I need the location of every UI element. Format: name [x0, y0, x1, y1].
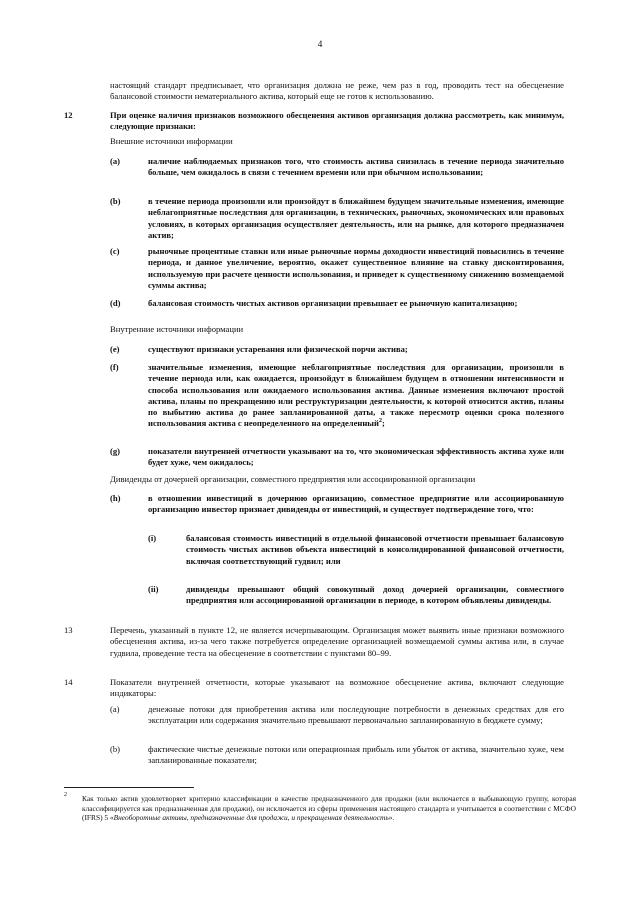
footnote-text — [82, 794, 576, 823]
item-label: (g) — [110, 446, 121, 456]
sub-item-label: (ii) — [148, 584, 159, 594]
item-label: (e) — [110, 344, 120, 354]
paragraph-number-12: 12 — [64, 110, 73, 120]
item-label: (f) — [110, 362, 119, 372]
footnote-italic-title: Внеоборотные активы, предназначенные для продажи, и прекращенная деятельность — [113, 813, 389, 823]
item-text: наличие наблюдаемых признаков того, что стоимость актива снизилась в течение периода значительно больше, чем ожидалось в связи с течением времени или при обычном использовании; — [148, 156, 564, 178]
footnote-end: ». — [388, 813, 395, 823]
sub-item-text — [186, 533, 564, 567]
paragraph-12-text: При оценке наличия признаков возможного обесценения активов организация должна рассмотреть, как минимум, следующие признаки: — [110, 110, 564, 132]
item-text: балансовая стоимость чистых активов организации превышает ее рыночную капитализацию; — [148, 298, 518, 308]
item-label: (a) — [110, 156, 121, 166]
sub-item-tail: или — [325, 555, 341, 566]
item-text: фактические чистые денежные потоки или операционная прибыль или убыток от актива, значительно хуже, чем запланированные показатели; — [148, 744, 564, 766]
paragraph-14-text: Показатели внутренней отчетности, которые указывают на возможное обесценение актива, включают следующие индикаторы: — [110, 677, 564, 699]
item-label: (a) — [110, 704, 120, 714]
item-text: показатели внутренней отчетности указывают на то, что экономическая эффективность актива хуже или будет хуже, чем ожидалось; — [148, 446, 564, 468]
external-sources-heading: Внешние источники информации — [110, 136, 233, 146]
item-text-body: значительные изменения, имеющие неблагоприятные последствия для организации, произошли в течение периода или, как ожидается, произойдут в ближайшем будущем в отношении интенсивности и способа использования или ожидаемого использования актива. Данные изменения включают простой актива, планы по прекращению или реструктуризации деятельности, к которой относится актив, планы по выбытию актива до ранее запланированной даты, а также пересмотр оценки срока полезного использования актива с неопределенного на определенный — [148, 362, 564, 429]
item-text — [148, 362, 564, 430]
paragraph-number-14: 14 — [64, 677, 73, 687]
footnote-number: 2 — [64, 792, 67, 798]
item-text: в отношении инвестиций в дочернюю организацию, совместное предприятие или ассоциированную организацию инвестор признает дивиденды от инвестиций, и существует подтверждение того, что: — [148, 493, 564, 515]
item-label: (h) — [110, 493, 121, 503]
item-text: рыночные процентные ставки или иные рыночные нормы доходности инвестиций повысились в течение периода, и данное увеличение, вероятно, окажет существенное влияние на ставку дисконтирования, используемую при расчете ценности использования, и приведет к существенному снижению возмещаемой суммы актива; — [148, 246, 564, 290]
footnote-ref: 2 — [378, 418, 382, 425]
paragraph-number-13: 13 — [64, 625, 73, 635]
internal-sources-heading: Внутренние источники информации — [110, 324, 244, 334]
page-number: 4 — [317, 40, 323, 50]
sub-item-text-body: балансовая стоимость инвестиций в отдельной финансовой отчетности превышает балансовую стоимость чистых активов объекта инвестиций в консолидированной финансовой отчетности, включая соответствующий гудвил; — [186, 533, 564, 566]
sub-item-label: (i) — [148, 533, 157, 543]
item-label: (c) — [110, 246, 120, 256]
dividends-heading: Дивиденды от дочерней организации, совместного предприятия или ассоциированной организации — [110, 474, 476, 484]
footnote-divider — [64, 787, 194, 788]
item-label: (d) — [110, 298, 121, 308]
item-text: денежные потоки для приобретения актива или последующие потребности в денежных средствах для его эксплуатации или содержания значительно превышают первоначально запланированную в бюджете сумму; — [148, 704, 564, 726]
item-text-tail: ; — [381, 418, 385, 429]
footnote-body: Как только актив удовлетворяет критерию классификации в качестве предназначенного для продажи (или включается в выбывающую группу, которая классифицируется как предназначенная для продажи), он исключается из сферы применения настоящего стандарта и учитывается в соответствии с МСФО (IFRS) 5 « — [82, 794, 576, 823]
item-label: (b) — [110, 196, 121, 206]
intro-paragraph: настоящий стандарт предписывает, что организация должна не реже, чем раз в год, проводить тест на обесценение балансовой стоимости нематериального актива, который еще не готов к использованию. — [110, 80, 564, 102]
item-text: существуют признаки устаревания или физической порчи актива; — [148, 344, 408, 354]
item-text: в течение периода произошли или произойдут в ближайшем будущем значительные изменения, имеющие неблагоприятные последствия для организации, в технических, рыночных, экономических или правовых условиях, в которых организация осуществляет деятельность, или на рынке, для которого предназначен актив; — [148, 196, 564, 240]
paragraph-13-text: Перечень, указанный в пункте 12, не является исчерпывающим. Организация может выявить иные признаки возможного обесценения актива, из-за чего также потребуется определение организацией возмещаемой суммы актива или, в случае гудвила, проведение теста на обесценение в соответствии с пунктами 80–99. — [110, 625, 564, 658]
sub-item-text: дивиденды превышают общий совокупный доход дочерней организации, совместного предприятия или ассоциированной организации в периоде, в котором объявлены дивиденды. — [186, 584, 564, 606]
item-label: (b) — [110, 744, 121, 754]
